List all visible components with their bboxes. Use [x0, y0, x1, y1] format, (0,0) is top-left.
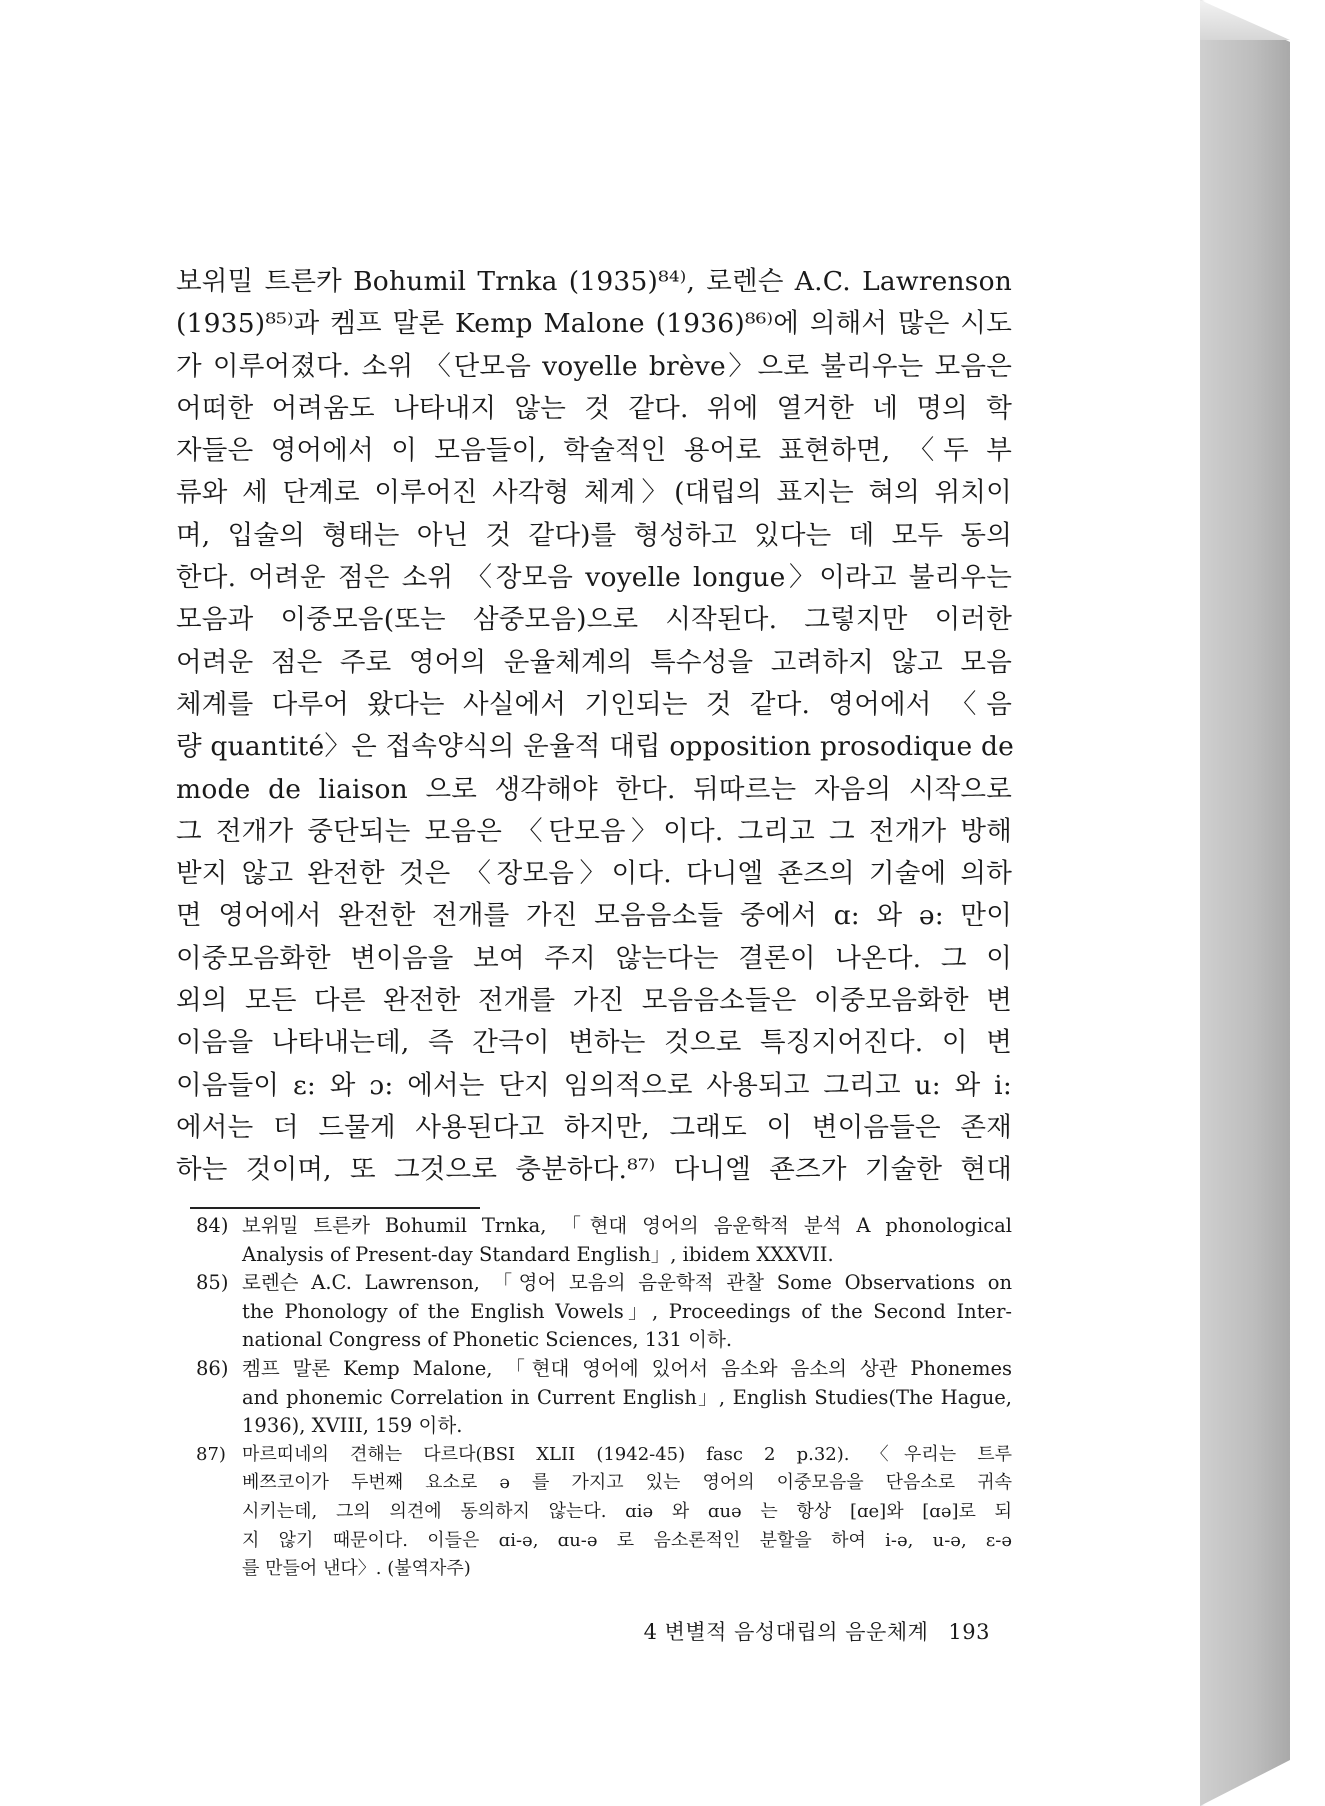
- body-line: 체계를 다루어 왔다는 사실에서 기인되는 것 같다. 영어에서 〈음: [176, 688, 1012, 720]
- body-text: [176, 261, 1015, 1192]
- footnote-number: 87): [196, 1443, 226, 1465]
- footnote-number: 84): [196, 1214, 229, 1237]
- footnote-85: [196, 1269, 1012, 1355]
- page-footer: [624, 1616, 990, 1646]
- footnote-line: 마르띠네의 견해는 다르다(BSI XLII (1942-45) fasc 2 p.32). 〈우리는 트루: [242, 1443, 1012, 1465]
- footnote-line: national Congress of Phonetic Sciences, 131 이하.: [242, 1328, 733, 1352]
- book-edge: [1200, 0, 1290, 1806]
- footnote-line: and phonemic Correlation in Current English」, English Studies(The Hague,: [242, 1385, 1012, 1409]
- footnote-divider: [190, 1207, 480, 1209]
- body-line: 며, 입술의 형태는 아닌 것 같다)를 형성하고 있다는 데 모두 동의: [176, 519, 1012, 551]
- footnote-84: [196, 1212, 1012, 1269]
- body-line: 이음들이 ɛ: 와 ɔ: 에서는 단지 임의적으로 사용되고 그리고 u: 와 i:: [176, 1069, 1012, 1101]
- body-line: 어떠한 어려움도 나타내지 않는 것 같다. 위에 열거한 네 명의 학: [176, 392, 1012, 424]
- footnotes: [196, 1212, 1012, 1584]
- body-line: 면 영어에서 완전한 전개를 가진 모음음소들 중에서 ɑ: 와 ə: 만이: [176, 900, 1012, 932]
- footnote-line: 지 않기 때문이다. 이들은 ɑi-ə, ɑu-ə 로 음소론적인 분할을 하여 i-ə, u-ə, ɛ-ə: [242, 1529, 1012, 1551]
- footnote-line: 시키는데, 그의 의견에 동의하지 않는다. ɑiə 와 ɑuə 는 항상 [ɑe]와 [ɑə]로 되: [242, 1500, 1012, 1522]
- body-line: 한다. 어려운 점은 소위 〈장모음 voyelle longue〉이라고 불리우는: [176, 562, 1012, 594]
- footnote-line: 보위밀 트른카 Bohumil Trnka, 「현대 영어의 음운학적 분석 A phonological: [242, 1214, 1012, 1237]
- footnote-86: [196, 1355, 1012, 1441]
- footnote-line: 를 만들어 낸다〉. (불역자주): [242, 1558, 471, 1580]
- footnote-line: 켐프 말론 Kemp Malone, 「현대 영어에 있어서 음소와 음소의 상관 Phonemes: [242, 1356, 1012, 1380]
- body-line: mode de liaison 으로 생각해야 한다. 뒤따르는 자음의 시작으로: [176, 773, 1012, 805]
- footnote-number: 86): [196, 1356, 229, 1380]
- page-number: 193: [948, 1620, 990, 1644]
- book-top-edge: [1200, 0, 1290, 40]
- chapter-title: 4 변별적 음성대립의 음운체계: [643, 1620, 929, 1644]
- body-line: 받지 않고 완전한 것은 〈장모음〉이다. 다니엘 죤즈의 기술에 의하: [176, 858, 1012, 890]
- body-line: (1935)⁸⁵⁾과 켐프 말론 Kemp Malone (1936)⁸⁶⁾에 의해서 많은 시도: [176, 308, 1012, 340]
- body-line: 류와 세 단계로 이루어진 사각형 체계〉(대립의 표지는 혀의 위치이: [176, 477, 1012, 509]
- body-line: 모음과 이중모음(또는 삼중모음)으로 시작된다. 그렇지만 이러한: [176, 604, 1012, 636]
- footnote-87: [196, 1441, 1012, 1584]
- body-line: 하는 것이며, 또 그것으로 충분하다.⁸⁷⁾ 다니엘 죤즈가 기술한 현대: [176, 1154, 1012, 1186]
- body-line: 어려운 점은 주로 영어의 운율체계의 특수성을 고려하지 않고 모음: [176, 646, 1012, 678]
- body-line: 보위밀 트른카 Bohumil Trnka (1935)⁸⁴⁾, 로렌슨 A.C. Lawrenson: [176, 266, 1012, 297]
- footnote-number: 85): [196, 1271, 229, 1295]
- footnote-line: 베쯔코이가 두번째 요소로 ə 를 가지고 있는 영어의 이중모음을 단음소로 귀속: [242, 1472, 1012, 1494]
- footnote-line: the Phonology of the English Vowels」, Proceedings of the Second Inter-: [242, 1299, 1012, 1323]
- body-line: 자들은 영어에서 이 모음들이, 학술적인 용어로 표현하면, 〈두 부: [176, 435, 1012, 467]
- body-line: 이중모음화한 변이음을 보여 주지 않는다는 결론이 나온다. 그 이: [176, 942, 1012, 974]
- body-line: 그 전개가 중단되는 모음은 〈단모음〉이다. 그리고 그 전개가 방해: [176, 815, 1012, 847]
- body-line: 에서는 더 드물게 사용된다고 하지만, 그래도 이 변이음들은 존재: [176, 1111, 1012, 1143]
- footnote-line: 1936), XVIII, 159 이하.: [242, 1414, 463, 1438]
- footnote-line: Analysis of Present-day Standard English」, ibidem XXXVII.: [242, 1242, 834, 1266]
- body-line: 가 이루어졌다. 소위 〈단모음 voyelle brève〉으로 불리우는 모음은: [176, 350, 1012, 382]
- body-line: 이음을 나타내는데, 즉 간극이 변하는 것으로 특징지어진다. 이 변: [176, 1027, 1012, 1059]
- body-line: 량 quantité〉은 접속양식의 운율적 대립 opposition prosodique de: [176, 731, 1015, 763]
- footnote-line: 로렌슨 A.C. Lawrenson, 「영어 모음의 음운학적 관찰 Some Observations on: [242, 1271, 1012, 1295]
- body-line: 외의 모든 다른 완전한 전개를 가진 모음음소들은 이중모음화한 변: [176, 985, 1012, 1017]
